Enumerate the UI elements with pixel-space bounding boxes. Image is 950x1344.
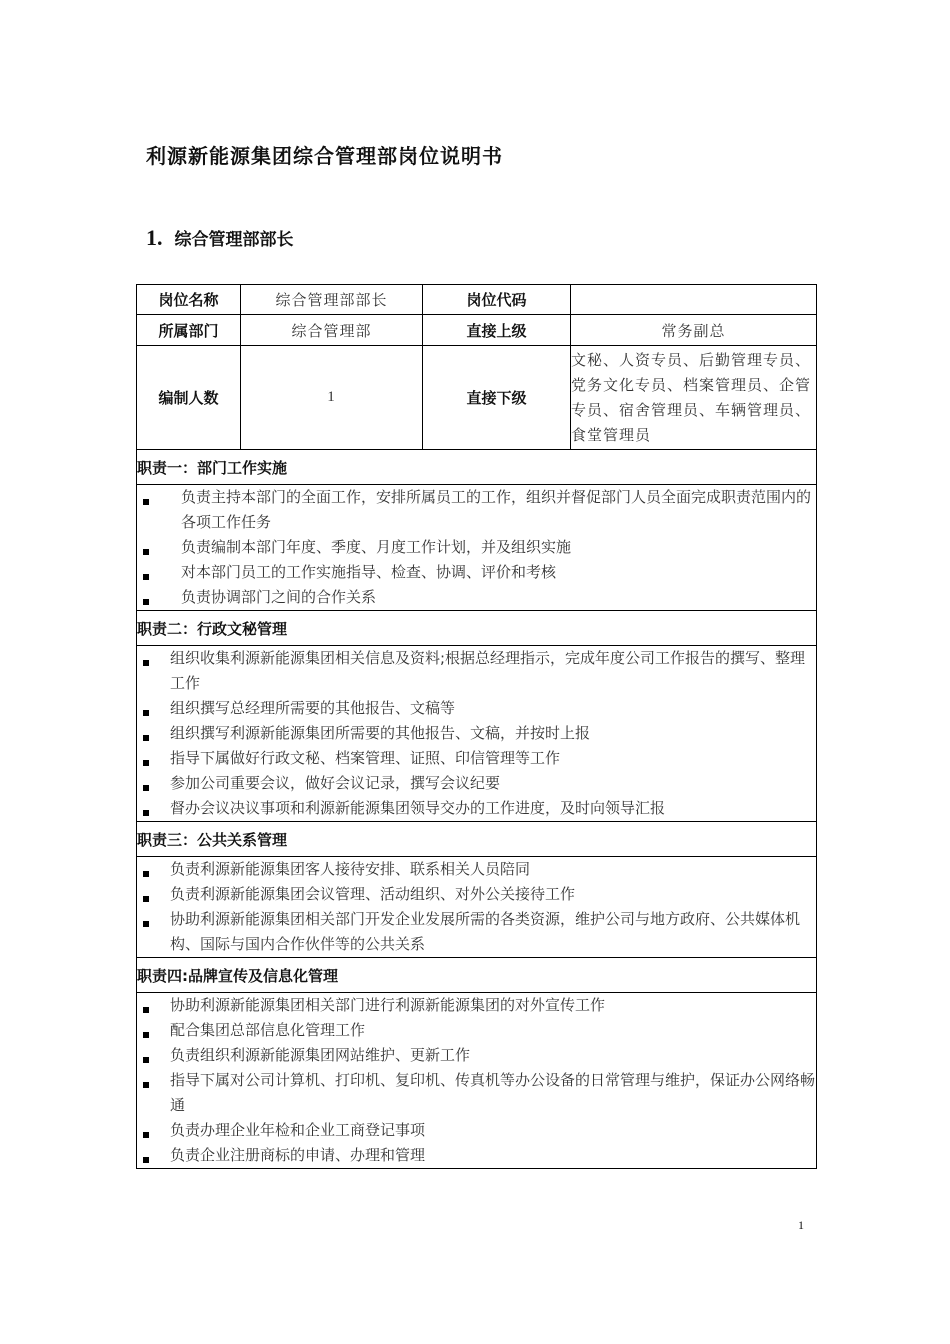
duty-text: 负责组织利源新能源集团网站维护、更新工作 [170,1046,471,1064]
section-heading [146,225,294,251]
duty-list [137,485,817,611]
duty-body-row [137,485,817,611]
headcount-label: 编制人数 [137,346,241,450]
list-item [137,1043,816,1068]
department-value: 综合管理部 [241,315,423,346]
post-code-label: 岗位代码 [423,285,571,315]
list-item [137,1018,816,1043]
department-label: 所属部门 [137,315,241,346]
job-description-table [136,284,817,1169]
document-title: 利源新能源集团综合管理部岗位说明书 [146,144,503,168]
duty-list [137,857,817,958]
duty-text: 组织收集利源新能源集团相关信息及资料;根据总经理指示，完成年度公司工作报告的撰写、整理工作 [170,649,806,692]
superior-value: 常务副总 [571,315,817,346]
list-item [137,796,816,821]
subordinate-label: 直接下级 [423,346,571,450]
list-item [137,882,816,907]
list-item [137,560,816,585]
duty-body-row [137,993,817,1169]
duty-text: 配合集团总部信息化管理工作 [170,1021,366,1039]
duty-text: 组织撰写总经理所需要的其他报告、文稿等 [170,699,456,717]
post-name-value: 综合管理部部长 [241,285,423,315]
duty-text: 负责企业注册商标的申请、办理和管理 [170,1146,426,1164]
duty-body-row [137,857,817,958]
duty-body-row [137,646,817,822]
list-item [137,646,816,696]
list-item [137,485,816,535]
duty-title: 职责二：行政文秘管理 [137,611,817,646]
list-item [137,1118,816,1143]
duty-text: 负责主持本部门的全面工作，安排所属员工的工作，组织并督促部门人员全面完成职责范围内的各项工作任务 [181,488,812,531]
duty-text: 负责利源新能源集团客人接待安排、联系相关人员陪同 [170,860,531,878]
list-item [137,1143,816,1168]
superior-label: 直接上级 [423,315,571,346]
duty-text: 负责利源新能源集团会议管理、活动组织、对外公关接待工作 [170,885,576,903]
list-item [137,993,816,1018]
page-number: 1 [798,1218,804,1232]
duty-list [137,993,817,1169]
duty-list [137,646,817,822]
info-row [137,285,817,315]
list-item [137,696,816,721]
subordinate-value: 文秘、人资专员、后勤管理专员、党务文化专员、档案管理员、企管专员、宿舍管理员、车辆管理员、食堂管理员 [571,346,817,450]
headcount-value: 1 [241,346,423,450]
list-item [137,857,816,882]
duty-text: 指导下属对公司计算机、打印机、复印机、传真机等办公设备的日常管理与维护，保证办公网络畅通 [170,1071,816,1114]
list-item [137,907,816,957]
list-item [137,746,816,771]
list-item [137,1068,816,1118]
duty-text: 督办会议决议事项和利源新能源集团领导交办的工作进度，及时向领导汇报 [170,799,666,817]
duty-text: 负责编制本部门年度、季度、月度工作计划，并及组织实施 [181,538,572,556]
duty-text: 负责办理企业年检和企业工商登记事项 [170,1121,426,1139]
duty-text: 参加公司重要会议，做好会议记录，撰写会议纪要 [170,774,501,792]
post-name-label: 岗位名称 [137,285,241,315]
post-code-value [571,285,817,315]
duty-text: 组织撰写利源新能源集团所需要的其他报告、文稿，并按时上报 [170,724,591,742]
list-item [137,771,816,796]
duty-text: 协助利源新能源集团相关部门开发企业发展所需的各类资源，维护公司与地方政府、公共媒体机构、国际与国内合作伙伴等的公共关系 [170,910,801,953]
info-row [137,315,817,346]
duty-title: 职责三：公共关系管理 [137,822,817,857]
duty-text: 指导下属做好行政文秘、档案管理、证照、印信管理等工作 [170,749,561,767]
duty-header-row [137,611,817,646]
duty-header-row [137,958,817,993]
duty-title: 职责一：部门工作实施 [137,450,817,485]
info-row [137,346,817,450]
list-item [137,585,816,610]
duty-title: 职责四:品牌宣传及信息化管理 [137,958,817,993]
duty-header-row [137,822,817,857]
section-number: 1. [146,225,163,250]
list-item [137,535,816,560]
list-item [137,721,816,746]
duty-text: 协助利源新能源集团相关部门进行利源新能源集团的对外宣传工作 [170,996,606,1014]
duty-text: 负责协调部门之间的合作关系 [181,588,377,606]
duty-header-row [137,450,817,485]
section-title: 综合管理部部长 [174,230,294,250]
duty-text: 对本部门员工的工作实施指导、检查、协调、评价和考核 [181,563,557,581]
